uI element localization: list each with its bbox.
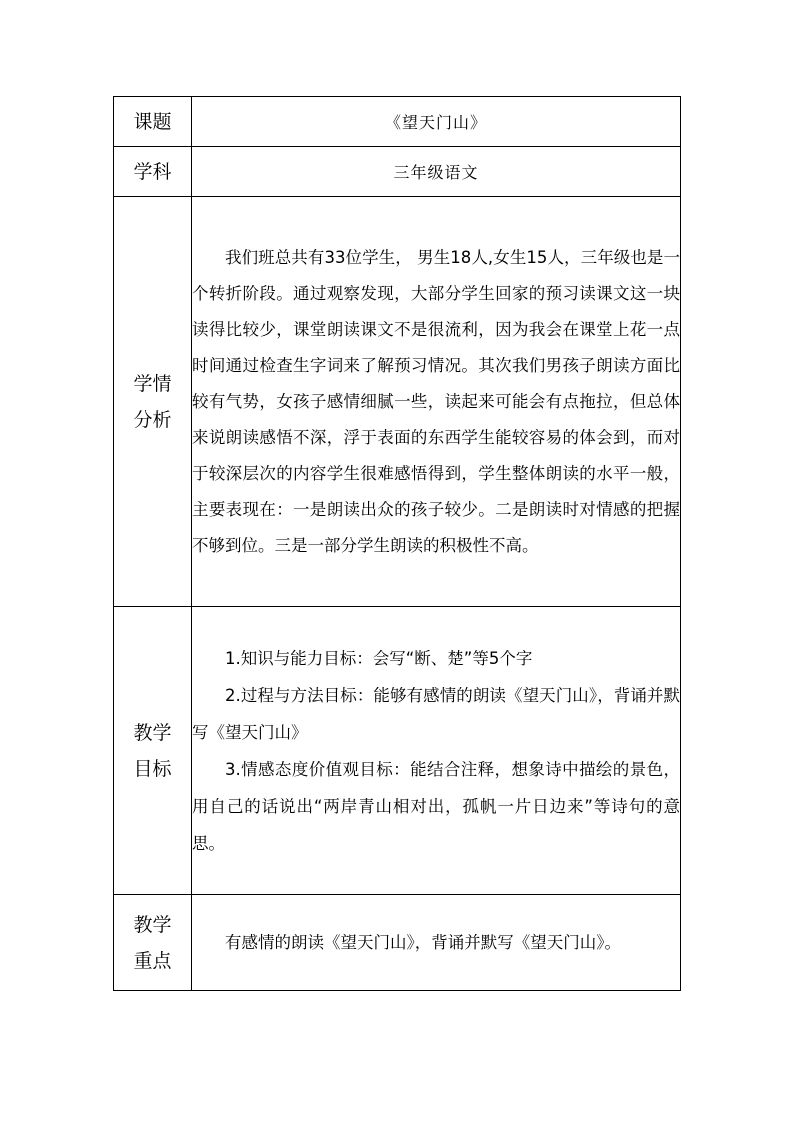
focus-label <box>114 895 192 991</box>
analysis-label-line2: 分析 <box>133 408 172 431</box>
goal-item-1: 1.知识与能力目标：会写“断、楚”等5个字 <box>225 648 533 668</box>
subject-label: 学科 <box>114 147 192 197</box>
topic-value: 《望天门山》 <box>192 97 681 147</box>
subject-value: 三年级语文 <box>192 147 681 197</box>
topic-label: 课题 <box>114 97 192 147</box>
analysis-cell <box>192 197 681 607</box>
focus-label-line1: 教学 <box>133 913 172 936</box>
focus-label-line2: 重点 <box>133 949 172 972</box>
row-subject <box>114 147 681 197</box>
goals-label <box>114 607 192 895</box>
goal-item-3: 3.情感态度价值观目标：能结合注释，想象诗中描绘的景色，用自己的话说出“两岸青山相对出，孤帆一片日边来”等诗句的意思。 <box>192 759 680 853</box>
goals-label-line2: 目标 <box>133 757 172 780</box>
analysis-label-line1: 学情 <box>133 372 172 395</box>
analysis-label <box>114 197 192 607</box>
row-focus <box>114 895 681 991</box>
focus-text: 有感情的朗读《望天门山》，背诵并默写《望天门山》。 <box>225 932 621 952</box>
row-topic <box>114 97 681 147</box>
goals-label-line1: 教学 <box>133 721 172 744</box>
row-analysis <box>114 197 681 607</box>
focus-cell <box>192 895 681 991</box>
lesson-plan-table <box>113 96 681 991</box>
goal-item-2: 2.过程与方法目标：能够有感情的朗读《望天门山》，背诵并默写《望天门山》 <box>192 685 680 742</box>
analysis-text: 我们班总共有33位学生， 男生18人,女生15人，三年级也是一个转折阶段。通过观察发现，大部分学生回家的预习读课文这一块读得比较少，课堂朗读课文不是很流利，因为我会在课堂上花一点时间通过检查生字词来了解预习情况。其次我们男孩子朗读方面比较有气势，女孩子感情细腻一些，读起来可能会有点拖拉，但总体来说朗读感悟不深，浮于表面的东西学生能较容易的体会到，而对于较深层次的内容学生很难感悟得到，学生整体朗读的水平一般，主要表现在：一是朗读出众的孩子较少。二是朗读时对情感的把握不够到位。三是一部分学生朗读的积极性不高。 <box>192 247 680 555</box>
row-goals <box>114 607 681 895</box>
goals-cell <box>192 607 681 895</box>
